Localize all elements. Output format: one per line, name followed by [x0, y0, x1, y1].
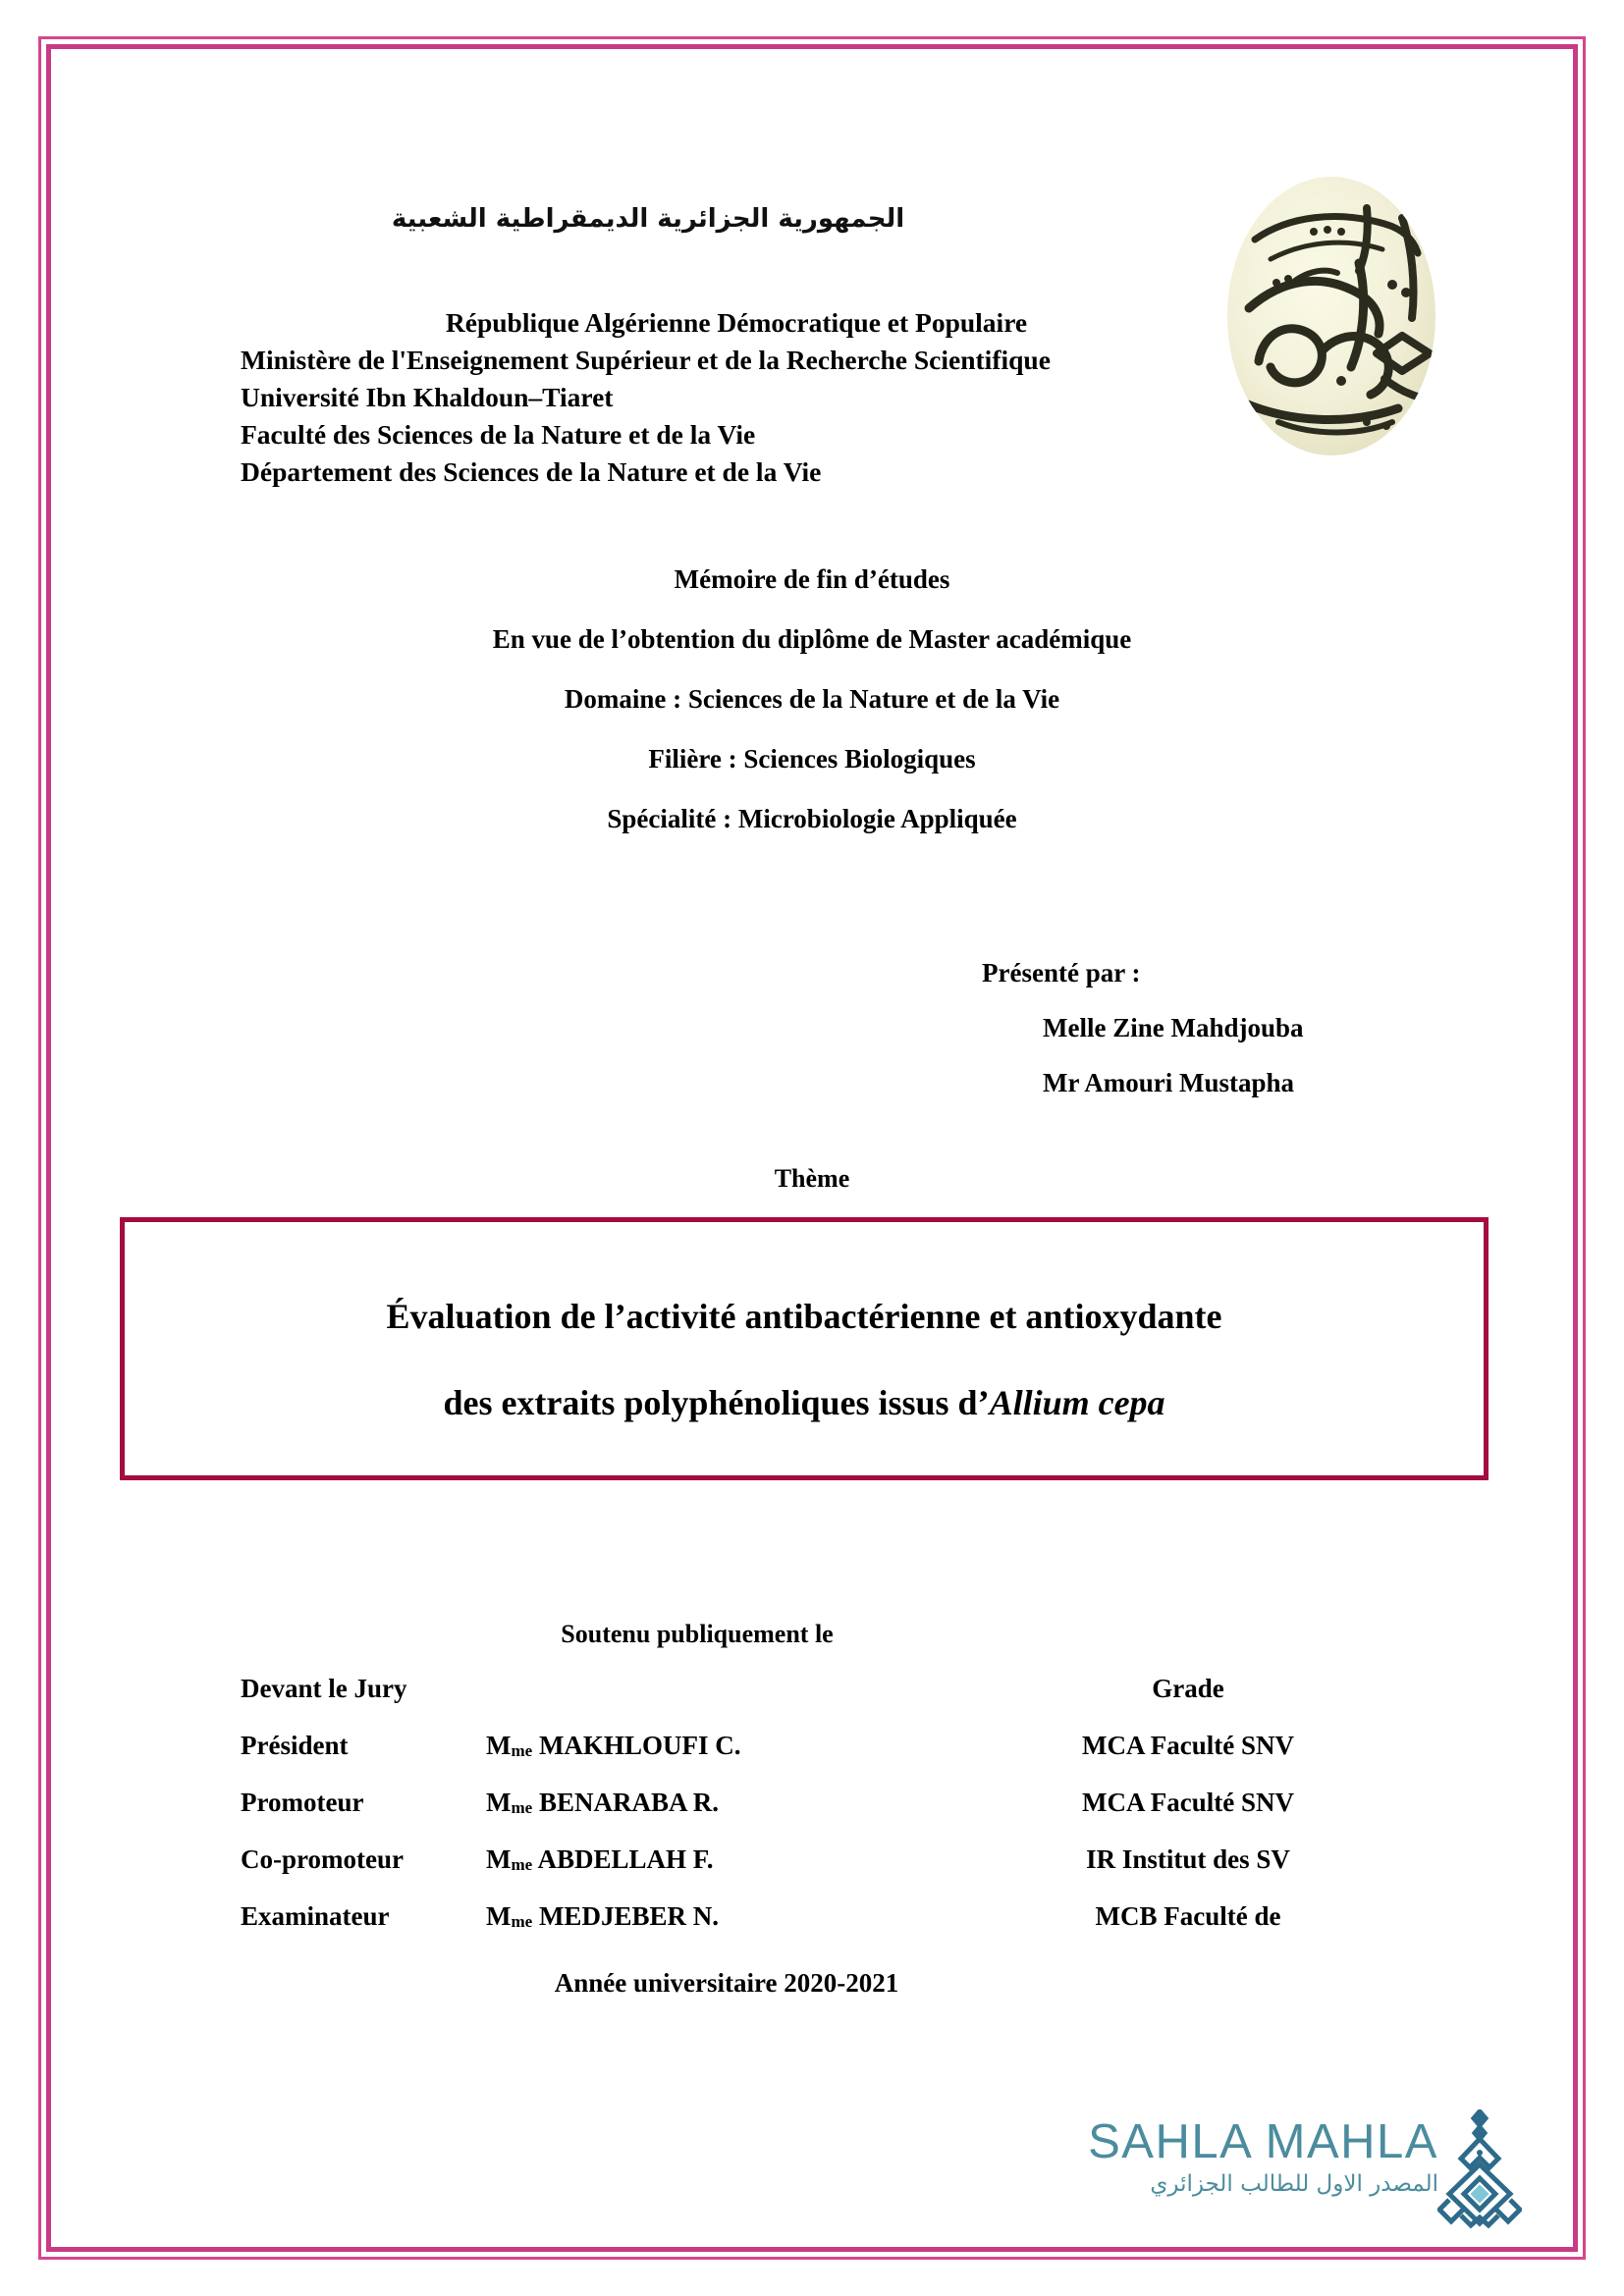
honorific-main: M	[486, 1788, 512, 1817]
honorific-sub: me	[511, 1798, 533, 1817]
institution-line-university: Université Ibn Khaldoun–Tiaret	[241, 382, 614, 412]
honorific-main: M	[486, 1844, 512, 1874]
table-row	[241, 1844, 1380, 1901]
university-seal-icon	[1219, 169, 1443, 463]
jury-role-promoteur: Promoteur	[241, 1788, 364, 1817]
member-name: BENARABA R.	[538, 1788, 719, 1817]
institution-line-faculty: Faculté des Sciences de la Nature et de la Vie	[241, 419, 756, 450]
jury-name-co-promoteur	[486, 1844, 997, 1875]
degree-block	[282, 550, 1342, 849]
honorific-mme	[486, 1731, 532, 1760]
theme-label: Thème	[774, 1164, 850, 1193]
soutenu-label: Soutenu publiquement le	[561, 1620, 834, 1648]
honorific-sub: me	[511, 1855, 533, 1874]
institution-line-republic: République Algérienne Démocratique et Populaire	[445, 307, 1028, 338]
institution-block	[241, 304, 1232, 491]
jury-table	[241, 1674, 1380, 1958]
watermark-title: SAHLA MAHLA	[1088, 2115, 1438, 2168]
member-name: ABDELLAH F.	[537, 1844, 714, 1874]
jury-grade-president: MCA Faculté SNV	[1082, 1731, 1294, 1760]
honorific-sub: me	[511, 1912, 533, 1931]
degree-line-filiere: Filière : Sciences Biologiques	[648, 744, 976, 774]
academic-year: Année universitaire 2020-2021	[554, 1968, 899, 1998]
watermark-text	[1060, 2115, 1438, 2200]
jury-name-examinateur	[486, 1901, 997, 1932]
presented-by-label: Présenté par :	[982, 958, 1141, 988]
honorific-mme	[486, 1901, 532, 1931]
jury-name-promoteur	[486, 1788, 997, 1818]
honorific-main: M	[486, 1901, 512, 1931]
sahla-mahla-watermark	[1060, 2115, 1522, 2243]
jury-header-devant: Devant le Jury	[241, 1674, 407, 1703]
honorific-main: M	[486, 1731, 512, 1760]
jury-role-examinateur: Examinateur	[241, 1901, 390, 1931]
table-row	[241, 1788, 1380, 1844]
institution-line-department: Département des Sciences de la Nature et de la Vie	[241, 456, 822, 487]
sahla-mahla-monogram-icon	[1437, 2109, 1522, 2232]
jury-role-co-promoteur: Co-promoteur	[241, 1844, 404, 1874]
jury-role-president: Président	[241, 1731, 349, 1760]
jury-grade-co-promoteur: IR Institut des SV	[1086, 1844, 1290, 1874]
presented-by-block	[982, 945, 1492, 1110]
table-row	[241, 1901, 1380, 1958]
honorific-mme	[486, 1844, 532, 1874]
thesis-title	[125, 1273, 1484, 1446]
theme-box	[120, 1217, 1489, 1480]
honorific-sub: me	[511, 1741, 533, 1760]
jury-header-grade: Grade	[1152, 1674, 1224, 1703]
author-name-1: Melle Zine Mahdjouba	[1043, 1013, 1304, 1042]
degree-line-specialite: Spécialité : Microbiologie Appliquée	[607, 804, 1017, 833]
degree-line-domaine: Domaine : Sciences de la Nature et de la Vie	[564, 684, 1060, 714]
thesis-species-name: Allium cepa	[989, 1383, 1165, 1422]
author-name-2: Mr Amouri Mustapha	[1043, 1068, 1295, 1097]
thesis-title-line-2	[125, 1360, 1484, 1446]
degree-line-memoire: Mémoire de fin d’études	[674, 564, 950, 594]
jury-header-row	[241, 1674, 1380, 1731]
jury-name-president	[486, 1731, 997, 1761]
arabic-republic-heading: الجمهورية الجزائرية الديمقراطية الشعبية	[391, 204, 905, 234]
table-row	[241, 1731, 1380, 1788]
watermark-subtitle: المصدر الاول للطالب الجزائري	[1150, 2171, 1438, 2197]
thesis-title-line-2-prefix: des extraits polyphénoliques issus d’	[443, 1383, 990, 1422]
member-name: MAKHLOUFI C.	[538, 1731, 741, 1760]
honorific-mme	[486, 1788, 532, 1817]
degree-line-diploma: En vue de l’obtention du diplôme de Master académique	[492, 624, 1132, 654]
institution-line-ministry: Ministère de l'Enseignement Supérieur et de la Recherche Scientifique	[241, 345, 1051, 375]
jury-grade-examinateur: MCB Faculté de	[1095, 1901, 1281, 1931]
jury-grade-promoteur: MCA Faculté SNV	[1082, 1788, 1294, 1817]
member-name: MEDJEBER N.	[538, 1901, 719, 1931]
thesis-title-line-1: Évaluation de l’activité antibactérienne et antioxydante	[386, 1297, 1222, 1336]
